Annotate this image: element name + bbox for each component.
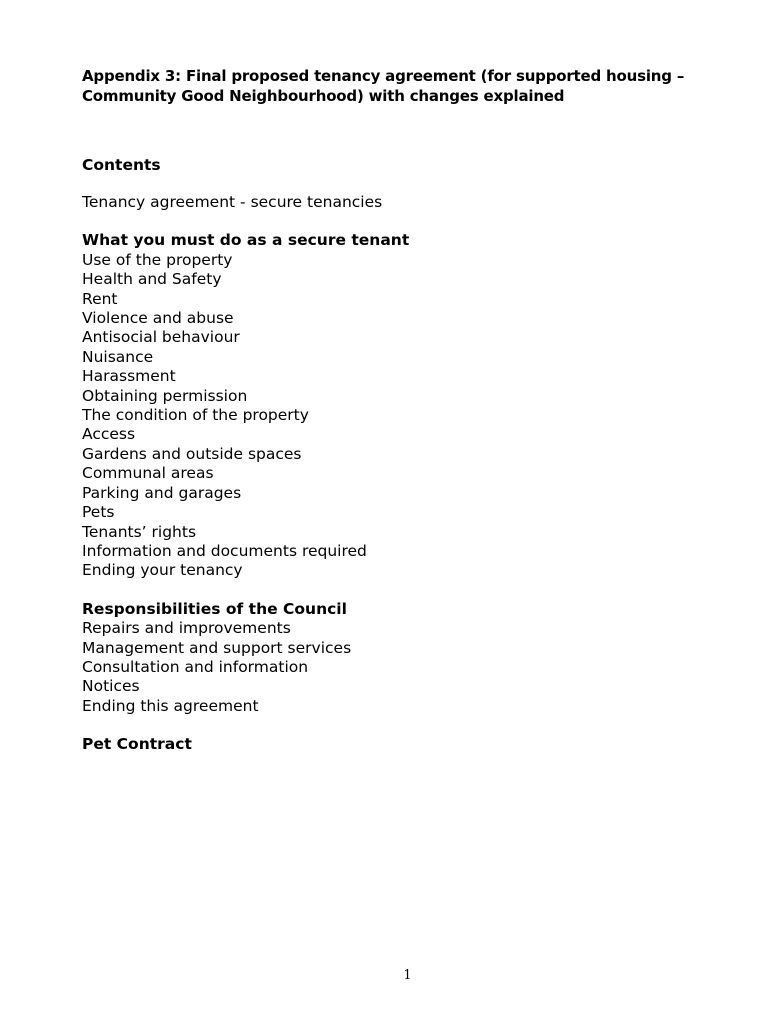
list-item: Rent xyxy=(82,289,118,308)
list-item: Gardens and outside spaces xyxy=(82,444,302,463)
list-item: Obtaining permission xyxy=(82,386,248,405)
list-item: Repairs and improvements xyxy=(82,619,291,638)
pet-contract-heading: Pet Contract xyxy=(82,735,192,754)
list-item: Tenants’ rights xyxy=(82,522,197,541)
section-council-responsibilities xyxy=(82,600,702,716)
list-item: Information and documents required xyxy=(82,541,367,560)
list-item: Harassment xyxy=(82,367,176,386)
list-item: Access xyxy=(82,425,136,444)
list-item: Violence and abuse xyxy=(82,309,234,328)
section-tenant-duties xyxy=(82,231,702,580)
tenancy-agreement-line: Tenancy agreement - secure tenancies xyxy=(82,193,383,211)
list-item: Pets xyxy=(82,503,115,522)
list-item: Management and support services xyxy=(82,638,352,657)
list-item: Notices xyxy=(82,677,140,696)
contents-heading: Contents xyxy=(82,156,161,174)
list-item: Ending your tenancy xyxy=(82,561,243,580)
section-heading: Responsibilities of the Council xyxy=(82,599,347,618)
document-title: Appendix 3: Final proposed tenancy agreement (for supported housing – Community Good Neighbourhood) with changes explained xyxy=(82,67,685,105)
list-item: Antisocial behaviour xyxy=(82,328,240,347)
list-item: Health and Safety xyxy=(82,270,222,289)
list-item: Parking and garages xyxy=(82,483,242,502)
list-item: Ending this agreement xyxy=(82,696,259,715)
list-item: Consultation and information xyxy=(82,657,309,676)
section-heading: What you must do as a secure tenant xyxy=(82,231,410,250)
list-item: Communal areas xyxy=(82,464,214,483)
list-item: Use of the property xyxy=(82,250,233,269)
page-number: 1 xyxy=(403,968,412,983)
document-page xyxy=(82,66,702,755)
list-item: Nuisance xyxy=(82,347,154,366)
list-item: The condition of the property xyxy=(82,406,309,425)
